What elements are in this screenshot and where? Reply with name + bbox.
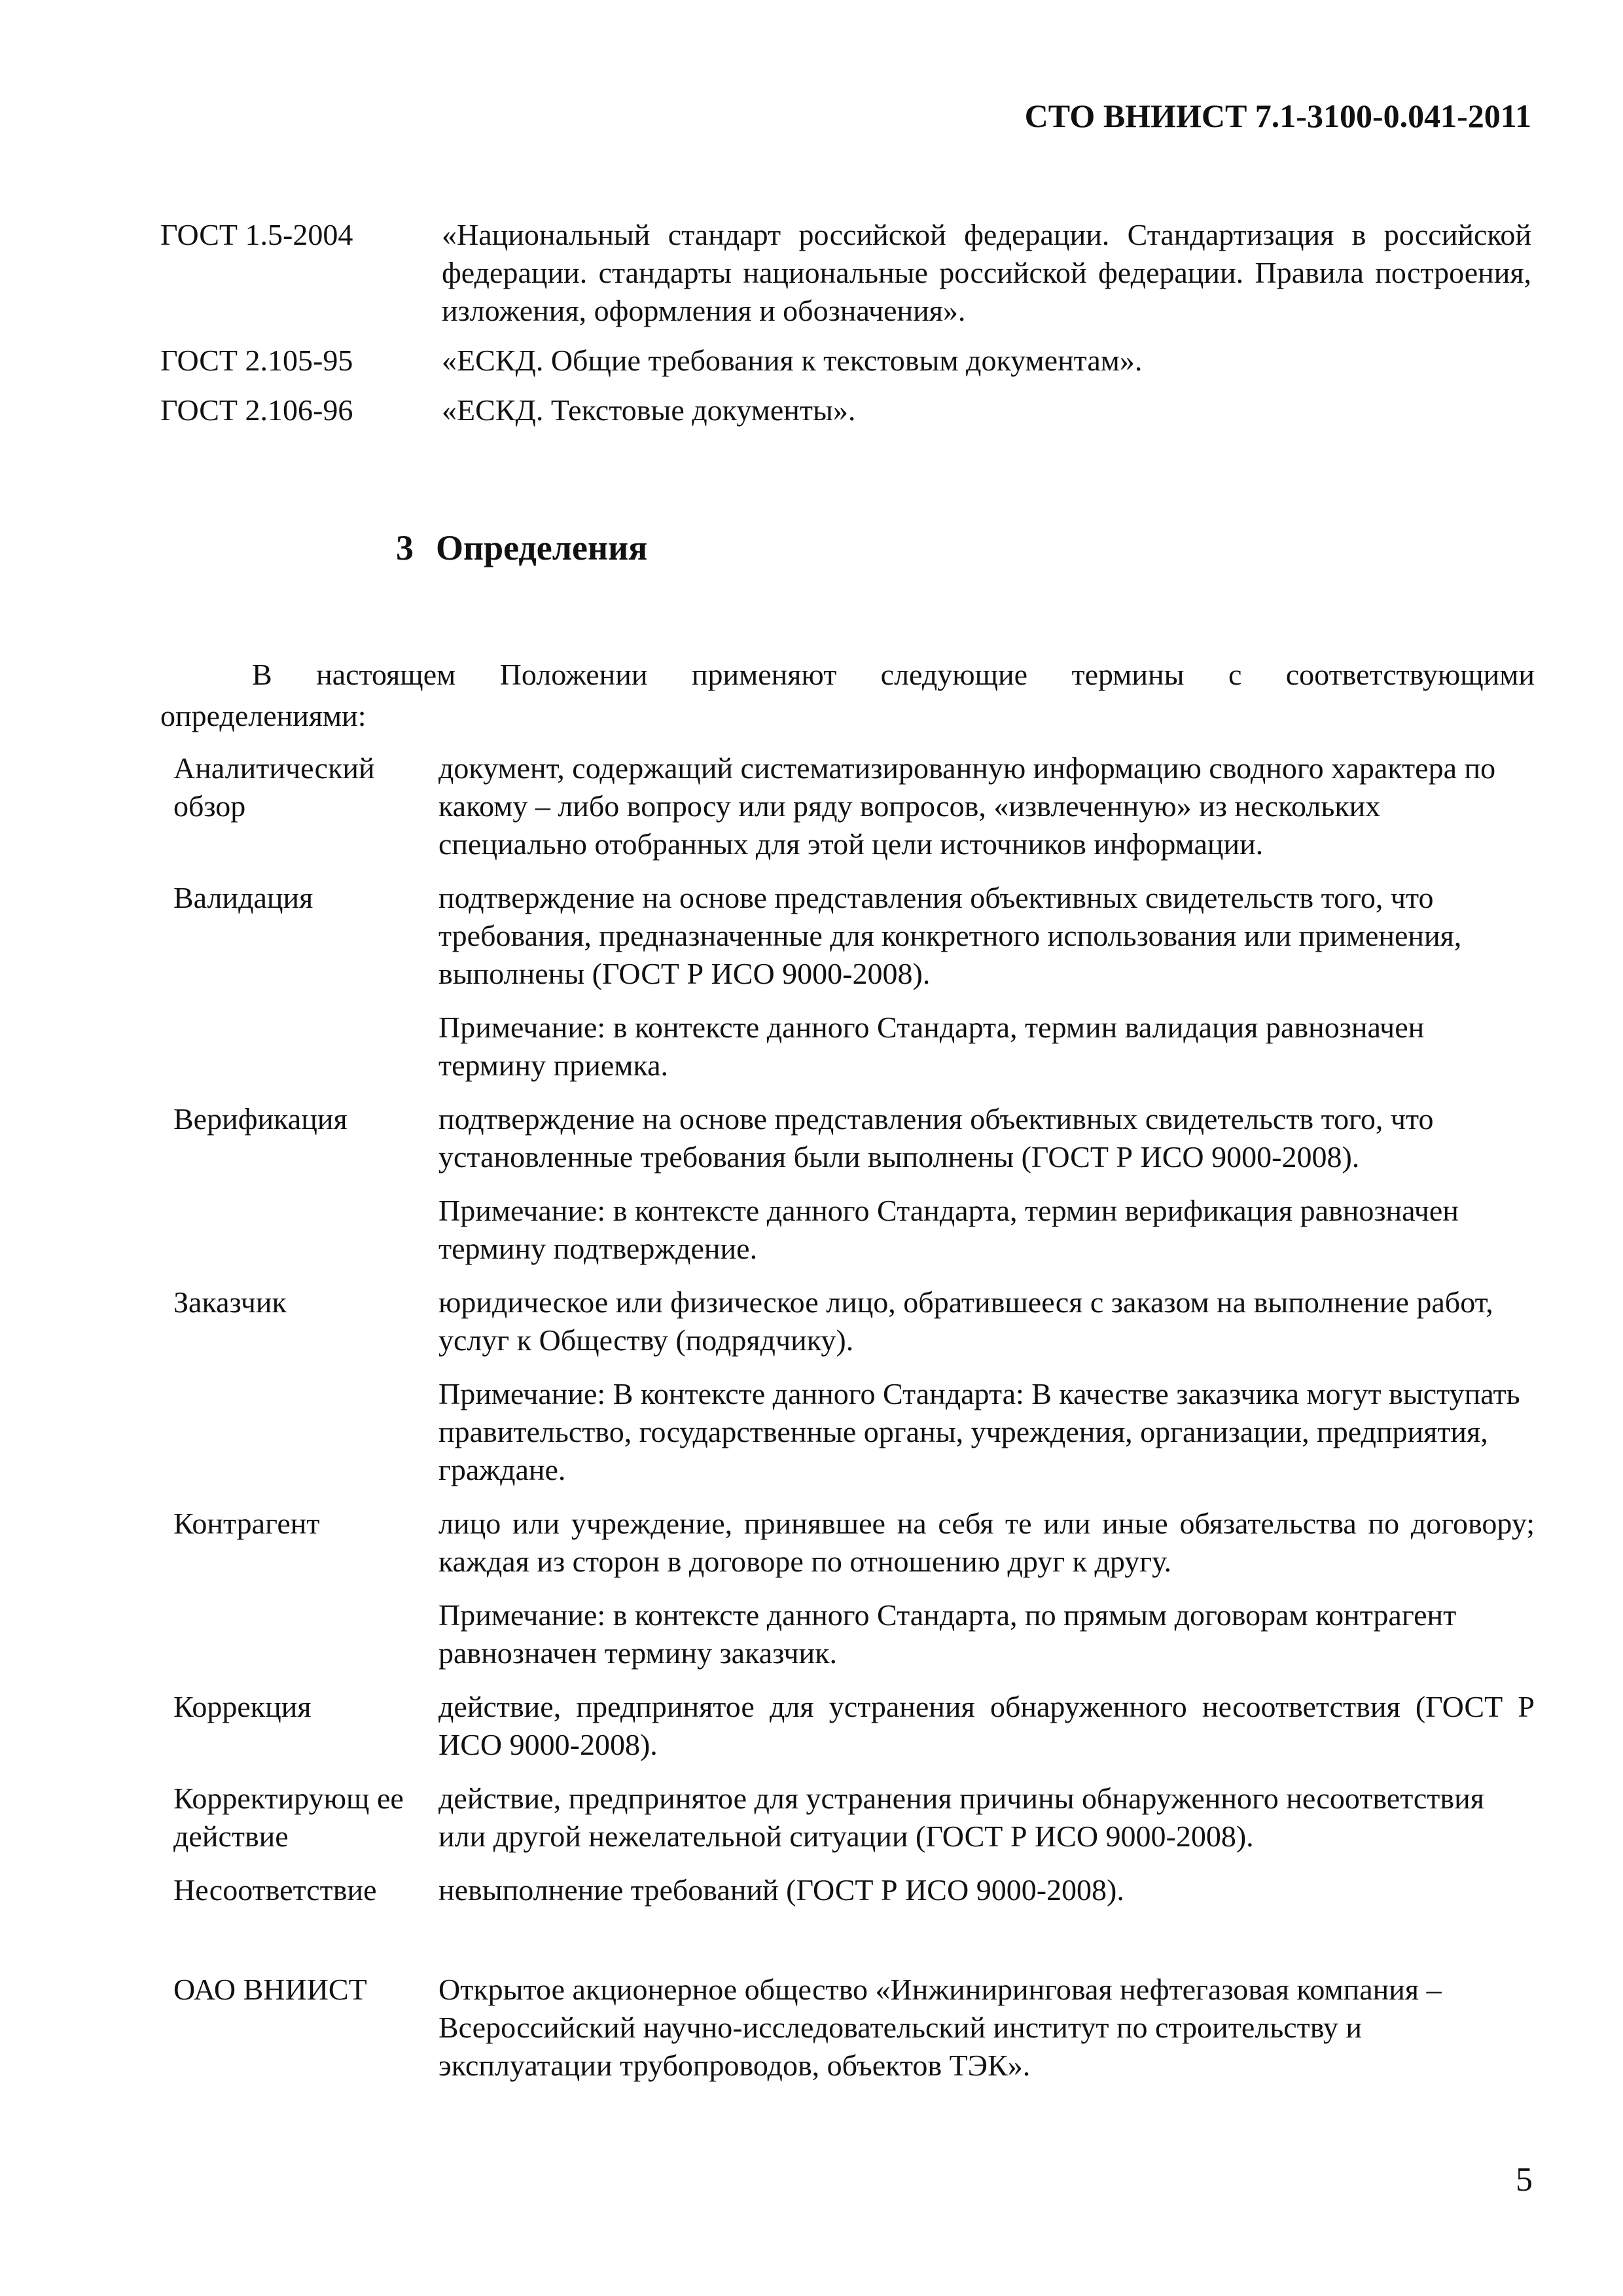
- definition-term: Валидация: [173, 881, 313, 914]
- definition-text: действие, предпринятое для устранения причины обнаруженного несоответствия или другой нежелательной ситуации (ГОСТ Р ИСО 9000-2008).: [438, 1782, 1484, 1853]
- reference-row: [160, 391, 1535, 429]
- section-heading: [396, 529, 647, 567]
- definition-term: Коррекция: [173, 1690, 312, 1723]
- definition-text: подтверждение на основе представления объективных свидетельств того, что установленные требования были выполнены (ГОСТ Р ИСО 9000-2008).: [438, 1102, 1434, 1174]
- reference-row: [160, 342, 1535, 380]
- definition-term: Верификация: [173, 1102, 348, 1136]
- reference-code: ГОСТ 2.106-96: [160, 393, 353, 427]
- definition-text: действие, предпринятое для устранения обнаруженного несоответствия (ГОСТ Р ИСО 9000-2008).: [438, 1690, 1535, 1761]
- definition-note: Примечание: в контексте данного Стандарта, по прямым договорам контрагент равнозначен термину заказчик.: [438, 1598, 1457, 1670]
- definition-text: Открытое акционерное общество «Инжиниринговая нефтегазовая компания – Всероссийский научно-исследовательский институт по строительству и эксплуатации трубопроводов, объектов ТЭК».: [438, 1973, 1442, 2082]
- definition-term: Корректирующ ее действие: [173, 1782, 404, 1853]
- definition-text: подтверждение на основе представления объективных свидетельств того, что требования, предназначенные для конкретного использования или применения, выполнены (ГОСТ Р ИСО 9000-2008).: [438, 881, 1462, 990]
- definition-term: Аналитический обзор: [173, 751, 375, 823]
- definition-note: Примечание: В контексте данного Стандарта: В качестве заказчика могут выступать правительство, государственные органы, учреждения, организации, предприятия, граждане.: [438, 1377, 1520, 1486]
- definition-row: [173, 1780, 1535, 1871]
- definition-row: [173, 1505, 1535, 1688]
- definition-row: [173, 1971, 1535, 2100]
- reference-code: ГОСТ 1.5-2004: [160, 218, 353, 251]
- definition-row: [173, 749, 1535, 879]
- definition-note: Примечание: в контексте данного Стандарта, термин валидация равнозначен термину приемка.: [438, 1011, 1425, 1082]
- definition-text: лицо или учреждение, принявшее на себя те или иные обязательства по договору; каждая из сторон в договоре по отношению друг к другу.: [438, 1507, 1535, 1578]
- normative-references: [160, 216, 1535, 441]
- definitions-list: [173, 749, 1535, 2100]
- definition-row: [173, 1283, 1535, 1505]
- reference-title: «ЕСКД. Общие требования к текстовым документам».: [442, 344, 1143, 377]
- intro-text: В настоящем Положении применяют следующие термины с соответствующими: [252, 658, 1535, 691]
- definition-term: Несоответствие: [173, 1873, 377, 1907]
- definition-row: [173, 879, 1535, 1100]
- section-intro-line-1: [160, 645, 1535, 705]
- reference-row: [160, 216, 1535, 330]
- definition-term: Контрагент: [173, 1507, 320, 1540]
- definition-term: Заказчик: [173, 1285, 287, 1319]
- reference-title: «ЕСКД. Текстовые документы».: [442, 393, 856, 427]
- page-number: 5: [1516, 2161, 1533, 2198]
- definition-text: документ, содержащий систематизированную информацию сводного характера по какому – либо вопросу или ряду вопросов, «извлеченную» из нескольких специально отобранных для этой цели источников информации.: [438, 751, 1496, 861]
- definition-term: ОАО ВНИИСТ: [173, 1973, 367, 2006]
- definition-note: Примечание: в контексте данного Стандарта, термин верификация равнозначен термину подтверждение.: [438, 1194, 1459, 1265]
- reference-code: ГОСТ 2.105-95: [160, 344, 353, 377]
- definition-row: [173, 1871, 1535, 1925]
- definition-row: [173, 1688, 1535, 1780]
- definition-row: [173, 1100, 1535, 1283]
- document-code-header: СТО ВНИИСТ 7.1-3100-0.041-2011: [1024, 98, 1531, 134]
- section-title: Определения: [436, 528, 648, 567]
- reference-title: «Национальный стандарт российской федерации. Стандартизация в российской федерации. стандарты национальные российской федерации. Правила построения, изложения, оформления и обозначения».: [442, 218, 1531, 327]
- section-number: 3: [396, 528, 414, 567]
- section-intro-line-2: определениями:: [160, 699, 366, 732]
- definition-text: невыполнение требований (ГОСТ Р ИСО 9000-2008).: [438, 1873, 1124, 1907]
- definition-text: юридическое или физическое лицо, обратившееся с заказом на выполнение работ, услуг к Обществу (подрядчику).: [438, 1285, 1493, 1357]
